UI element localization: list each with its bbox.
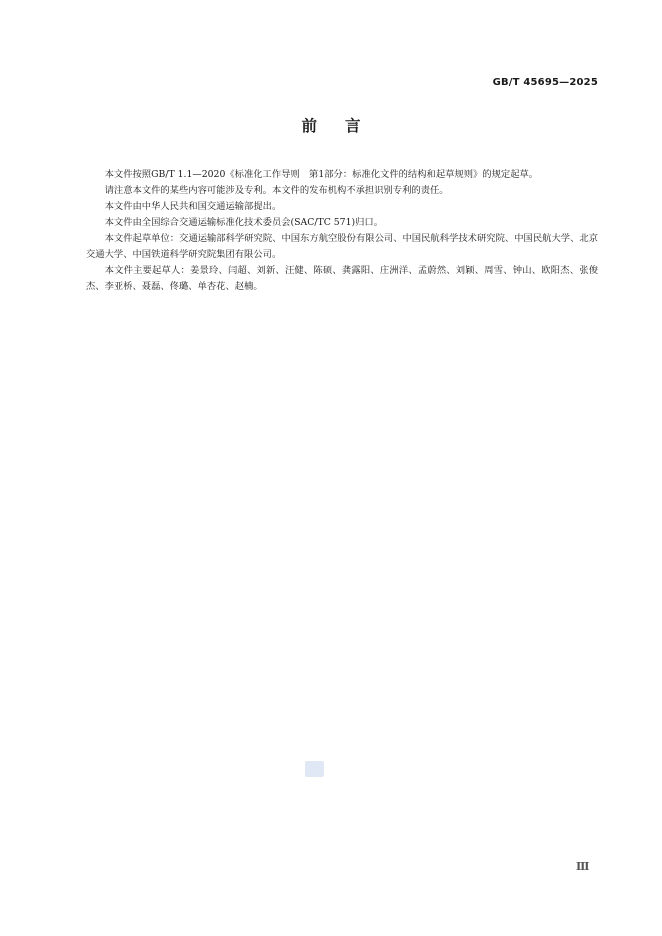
standard-code: GB/T 45695—2025 xyxy=(492,77,598,88)
page-title xyxy=(0,114,662,136)
paragraph: 本文件按照GB/T 1.1—2020《标准化工作导则 第1部分：标准化文件的结构和起草规则》的规定起草。 xyxy=(104,169,539,180)
paragraph: 请注意本文件的某些内容可能涉及专利。本文件的发布机构不承担识别专利的责任。 xyxy=(104,185,449,196)
watermark-stamp xyxy=(305,761,324,777)
foreword-body xyxy=(86,167,598,295)
paragraph: 本文件由中华人民共和国交通运输部提出。 xyxy=(104,201,282,212)
title-char-right: 言 xyxy=(345,117,361,135)
page-number: Ⅲ xyxy=(576,860,590,873)
title-char-left: 前 xyxy=(301,117,317,135)
paragraph: 本文件主要起草人：姜景玲、闫超、刘新、汪健、陈硕、龚露阳、庄洲洋、孟蔚然、刘颖、周雪、钟山、欧阳杰、张俊杰、李亚桥、聂磊、佟璐、单杏花、赵楠。 xyxy=(86,265,598,292)
paragraph: 本文件起草单位：交通运输部科学研究院、中国东方航空股份有限公司、中国民航科学技术研究院、中国民航大学、北京交通大学、中国铁道科学研究院集团有限公司。 xyxy=(86,233,598,260)
paragraph: 本文件由全国综合交通运输标准化技术委员会(SAC/TC 571)归口。 xyxy=(104,217,384,228)
